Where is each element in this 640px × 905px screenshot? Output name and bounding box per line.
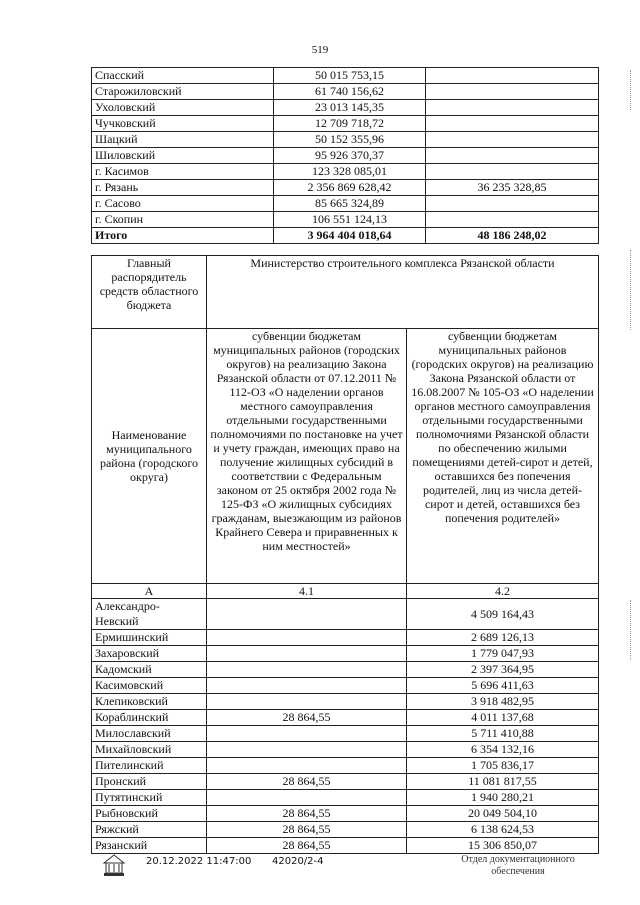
amount-cell: [207, 742, 407, 758]
main-table: [91, 255, 599, 854]
district-name: г. Рязань: [92, 180, 274, 196]
table-row: [92, 694, 599, 710]
district-name: Клепиковский: [92, 694, 207, 710]
total-amount: 3 964 404 018,64: [274, 228, 426, 244]
table-row: [92, 68, 599, 84]
name-label: Наименование муниципального района (городского округа): [92, 329, 207, 584]
district-name: Ермишинский: [92, 630, 207, 646]
amount-cell: [207, 630, 407, 646]
amount-cell: 28 864,55: [207, 806, 407, 822]
district-name: Рыбновский: [92, 806, 207, 822]
district-name: г. Сасово: [92, 196, 274, 212]
amount-cell: [426, 132, 599, 148]
top-table: [91, 67, 599, 244]
district-name: Милославский: [92, 726, 207, 742]
district-name: Касимовский: [92, 678, 207, 694]
district-name: Пронский: [92, 774, 207, 790]
amount-cell: 36 235 328,85: [426, 180, 599, 196]
header-row-distributor: [92, 256, 599, 329]
amount-cell: 50 015 753,15: [274, 68, 426, 84]
district-name: Шацкий: [92, 132, 274, 148]
table-row: [92, 678, 599, 694]
table-row: [92, 662, 599, 678]
page-number: 519: [311, 44, 329, 56]
amount-cell: [207, 758, 407, 774]
amount-cell: [207, 646, 407, 662]
total-label: Итого: [92, 228, 274, 244]
footer-stamp: Отдел документационного обеспечения: [461, 854, 575, 877]
index-c: 4.2: [407, 584, 599, 599]
table-row: [92, 710, 599, 726]
table-row: [92, 726, 599, 742]
district-name: Захаровский: [92, 646, 207, 662]
district-name: Рязанский: [92, 838, 207, 854]
amount-cell: [426, 164, 599, 180]
table-row: [92, 84, 599, 100]
amount-cell: [207, 694, 407, 710]
total-amount: 48 186 248,02: [426, 228, 599, 244]
scan-edge-mark: [630, 250, 635, 330]
amount-cell: 11 081 817,55: [407, 774, 599, 790]
amount-cell: 2 397 364,95: [407, 662, 599, 678]
amount-cell: [426, 148, 599, 164]
amount-cell: [207, 599, 407, 630]
table-row: [92, 100, 599, 116]
table-row: [92, 822, 599, 838]
amount-cell: 12 709 718,72: [274, 116, 426, 132]
amount-cell: [426, 212, 599, 228]
index-b: 4.1: [207, 584, 407, 599]
index-row: [92, 584, 599, 599]
scan-edge-mark: [630, 600, 635, 660]
district-name: Ухоловский: [92, 100, 274, 116]
amount-cell: [207, 790, 407, 806]
table-row: [92, 148, 599, 164]
table-row: [92, 196, 599, 212]
amount-cell: 28 864,55: [207, 774, 407, 790]
col1-description: субвенции бюджетам муниципальных районов (городских округов) на реализацию Закона Рязанской области от 07.12.2011 № 112-ОЗ «О наделении органов местного самоуправления отдельными государственными полномочиями по постановке на учет и учету граждан, имеющих право на получение жилищных субсидий в соответствии с Федеральным законом от 25 октября 2002 года № 125-ФЗ «О жилищных субсидиях гражданам, выезжающим из районов Крайнего Севера и приравненных к ним местностей»: [207, 329, 407, 584]
amount-cell: 1 940 280,21: [407, 790, 599, 806]
amount-cell: 28 864,55: [207, 838, 407, 854]
amount-cell: 3 918 482,95: [407, 694, 599, 710]
district-name: Чучковский: [92, 116, 274, 132]
header-row-columns: [92, 329, 599, 584]
amount-cell: 1 705 836,17: [407, 758, 599, 774]
amount-cell: 28 864,55: [207, 822, 407, 838]
amount-cell: 6 354 132,16: [407, 742, 599, 758]
amount-cell: 123 328 085,01: [274, 164, 426, 180]
district-name: Старожиловский: [92, 84, 274, 100]
amount-cell: 85 665 324,89: [274, 196, 426, 212]
district-name: г. Скопин: [92, 212, 274, 228]
table-row: [92, 599, 599, 630]
amount-cell: 106 551 124,13: [274, 212, 426, 228]
duma-logo-icon: [100, 851, 128, 879]
amount-cell: 4 509 164,43: [407, 599, 599, 630]
amount-cell: [426, 196, 599, 212]
amount-cell: 28 864,55: [207, 710, 407, 726]
table-row: [92, 116, 599, 132]
district-name: Ряжский: [92, 822, 207, 838]
amount-cell: 5 696 411,63: [407, 678, 599, 694]
scan-edge-mark: [630, 70, 635, 110]
col2-description: субвенции бюджетам муниципальных районов (городских округов) на реализацию Закона Рязанской области от 16.08.2007 № 105-ОЗ «О наделении органов местного самоуправления отдельными государственными полномочиями Рязанской области по обеспечению жилыми помещениями детей-сирот и детей, оставшихся без попечения родителей, лиц из числа детей-сирот и детей, оставшихся без попечения родителей»: [407, 329, 599, 584]
index-a: А: [92, 584, 207, 599]
district-name: Кадомский: [92, 662, 207, 678]
district-name: Путятинский: [92, 790, 207, 806]
district-name: Пителинский: [92, 758, 207, 774]
amount-cell: [426, 68, 599, 84]
district-name: Кораблинский: [92, 710, 207, 726]
district-name: Александро-Невский: [92, 599, 207, 630]
table-row: [92, 790, 599, 806]
district-name: Шиловский: [92, 148, 274, 164]
district-name: Михайловский: [92, 742, 207, 758]
footer-docnum: 42020/2-4: [272, 856, 324, 867]
ministry-name: Министерство строительного комплекса Рязанской области: [207, 256, 599, 329]
distributor-label: Главный распорядитель средств областного бюджета: [92, 256, 207, 329]
footer-datetime: 20.12.2022 11:47:00: [146, 856, 252, 867]
amount-cell: 6 138 624,53: [407, 822, 599, 838]
table-row: [92, 132, 599, 148]
amount-cell: [207, 662, 407, 678]
amount-cell: 23 013 145,35: [274, 100, 426, 116]
amount-cell: [426, 84, 599, 100]
table-row: [92, 212, 599, 228]
table-row: [92, 742, 599, 758]
district-name: Спасский: [92, 68, 274, 84]
district-name: г. Касимов: [92, 164, 274, 180]
table-row: [92, 646, 599, 662]
table-row: [92, 758, 599, 774]
table-row: [92, 806, 599, 822]
total-row: [92, 228, 599, 244]
table-row: [92, 164, 599, 180]
amount-cell: [426, 116, 599, 132]
table-row: [92, 774, 599, 790]
table-row: [92, 180, 599, 196]
amount-cell: 50 152 355,96: [274, 132, 426, 148]
amount-cell: 15 306 850,07: [407, 838, 599, 854]
amount-cell: [426, 100, 599, 116]
table-row: [92, 630, 599, 646]
amount-cell: 2 356 869 628,42: [274, 180, 426, 196]
amount-cell: 1 779 047,93: [407, 646, 599, 662]
amount-cell: 4 011 137,68: [407, 710, 599, 726]
amount-cell: 20 049 504,10: [407, 806, 599, 822]
amount-cell: 5 711 410,88: [407, 726, 599, 742]
amount-cell: 95 926 370,37: [274, 148, 426, 164]
amount-cell: 2 689 126,13: [407, 630, 599, 646]
amount-cell: 61 740 156,62: [274, 84, 426, 100]
table-row: [92, 838, 599, 854]
amount-cell: [207, 726, 407, 742]
amount-cell: [207, 678, 407, 694]
